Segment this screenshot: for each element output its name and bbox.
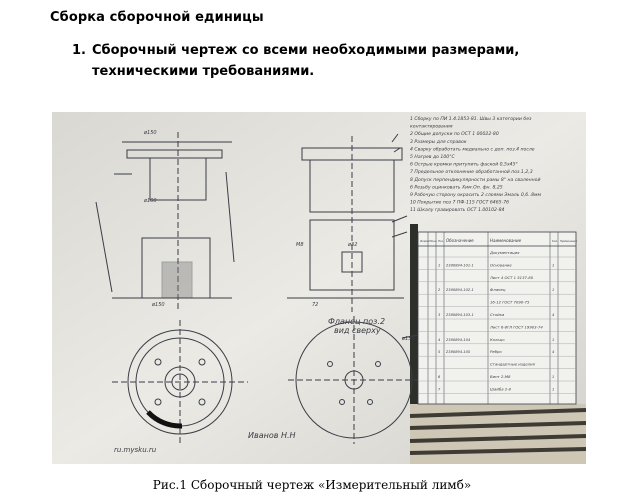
spec-header-cell: Обозначение (446, 238, 474, 243)
spec-cell-name: 16-12 ГОСТ 7090-75 (490, 299, 530, 305)
spec-header-cell: Наименование (490, 238, 522, 243)
spec-cell-pos: 5 (438, 350, 441, 355)
specification-table (418, 232, 577, 404)
list-text: Сборочный чертеж со всеми необходимыми размерами, техническими требованиями. (92, 43, 520, 79)
note-line: 1 Сборку по ПИ 1.4.1853-81. Швы 3 категории без (410, 117, 532, 122)
spec-cell-name: Винт 2-М8 (490, 374, 511, 379)
svg-text:M8: M8 (296, 242, 304, 248)
spec-cell-pos: 7 (438, 387, 441, 392)
spec-cell-name: Лист 6-8ГЛ ГОСТ 19903-74 (490, 324, 543, 330)
spec-cell-qty: 1 (552, 375, 555, 379)
spec-header-cell: Кол. (552, 240, 558, 243)
signature: Иванов Н.Н (248, 431, 296, 440)
spec-header-cell: Зона (430, 240, 437, 243)
view-title-line2: вид сверху (334, 326, 381, 335)
spec-cell-pos: 3 (438, 313, 441, 317)
spec-header-cell: Поз. (438, 240, 444, 243)
spec-cell-pos: 1 (438, 263, 441, 268)
note-line: 9 Рабочую сторону окрасить 2 слоями Эмаль 0,6..8мм (410, 193, 541, 198)
note-line: контактирования (410, 124, 453, 130)
note-line: 5 Нагрев до 100°С (410, 155, 455, 160)
list-number: 1. (72, 43, 86, 58)
spec-cell-qty: 1 (552, 263, 555, 268)
spec-cell-pos: 2 (438, 288, 441, 293)
spec-header-cell: Формат (420, 240, 431, 243)
section-heading: Сборка сборочной единицы (50, 10, 264, 25)
spec-cell-designation: 2380894-101-1 (446, 263, 474, 268)
note-line: 4 Сварку обработать медиально с доп. поз.4 после (410, 147, 535, 153)
spec-cell-name: Документация (490, 250, 520, 255)
spec-cell-name: Фланец (490, 287, 506, 293)
svg-text:ø100: ø100 (144, 198, 157, 204)
spec-cell-name: Лист 4 ОСТ 1 5137-80 (490, 274, 534, 280)
spec-cell-qty: 4 (552, 313, 555, 317)
spec-cell-designation: 2380894-102-1 (446, 288, 474, 293)
svg-text:ø150: ø150 (152, 302, 165, 308)
svg-text:72: 72 (312, 302, 319, 308)
note-line: 3 Размеры для справок (410, 139, 467, 145)
note-line: 6 Резьбу оцинковать Хим.Оп. фн. 8,25 (410, 185, 503, 191)
spec-cell-name: Основание (490, 262, 512, 268)
spec-cell-qty: 1 (552, 288, 555, 293)
svg-text:ø150: ø150 (402, 336, 415, 342)
spec-cell-name: Стандартные изделия (490, 361, 535, 367)
spec-cell-designation: 2380894-104 (446, 337, 471, 342)
view-title-line1: Фланец поз.2 (328, 317, 386, 326)
note-line: 7 Предельное отклонение обработанной поз.1,2,3 (410, 170, 533, 176)
spec-cell-pos: 6 (438, 375, 441, 379)
spec-cell-name: Ребро (490, 349, 502, 355)
spec-cell-pos: 4 (438, 337, 441, 342)
spec-cell-designation: 2380894-105 (446, 350, 471, 355)
spec-cell-qty: 4 (552, 350, 555, 355)
note-line: 6 Острые кромки притупить фаской 0,5х45° (410, 162, 518, 168)
figure-caption: Рис.1 Сборочный чертеж «Измерительный лимб» (152, 478, 472, 492)
spec-cell-name: Шайба 2-8 (490, 386, 511, 392)
spec-cell-qty: 1 (552, 337, 555, 342)
spec-cell-name: Кольцо (490, 336, 505, 342)
note-line: 2 Общие допуски по ОСТ 1 00022-80 (410, 132, 499, 138)
spec-cell-designation: 2380894-103-1 (446, 313, 474, 317)
spec-header-cell: Примечание (560, 240, 577, 243)
note-line: 11 Шкалу гравировать ОСТ 1.00102-84 (410, 208, 505, 214)
spec-cell-qty: 1 (552, 387, 555, 392)
website-watermark: ru.mysku.ru (114, 446, 157, 454)
note-line: 10 Покрытие поз 7 ПФ-115 ГОСТ 6465-76 (410, 200, 510, 206)
svg-text:ø32: ø32 (348, 242, 358, 248)
assembly-drawing-photo (52, 112, 586, 464)
svg-text:ø150: ø150 (144, 130, 157, 136)
spec-cell-name: Стойка (490, 312, 505, 317)
note-line: 8 Допуск перпендикулярности рамы 8° на сваленной (410, 177, 541, 183)
